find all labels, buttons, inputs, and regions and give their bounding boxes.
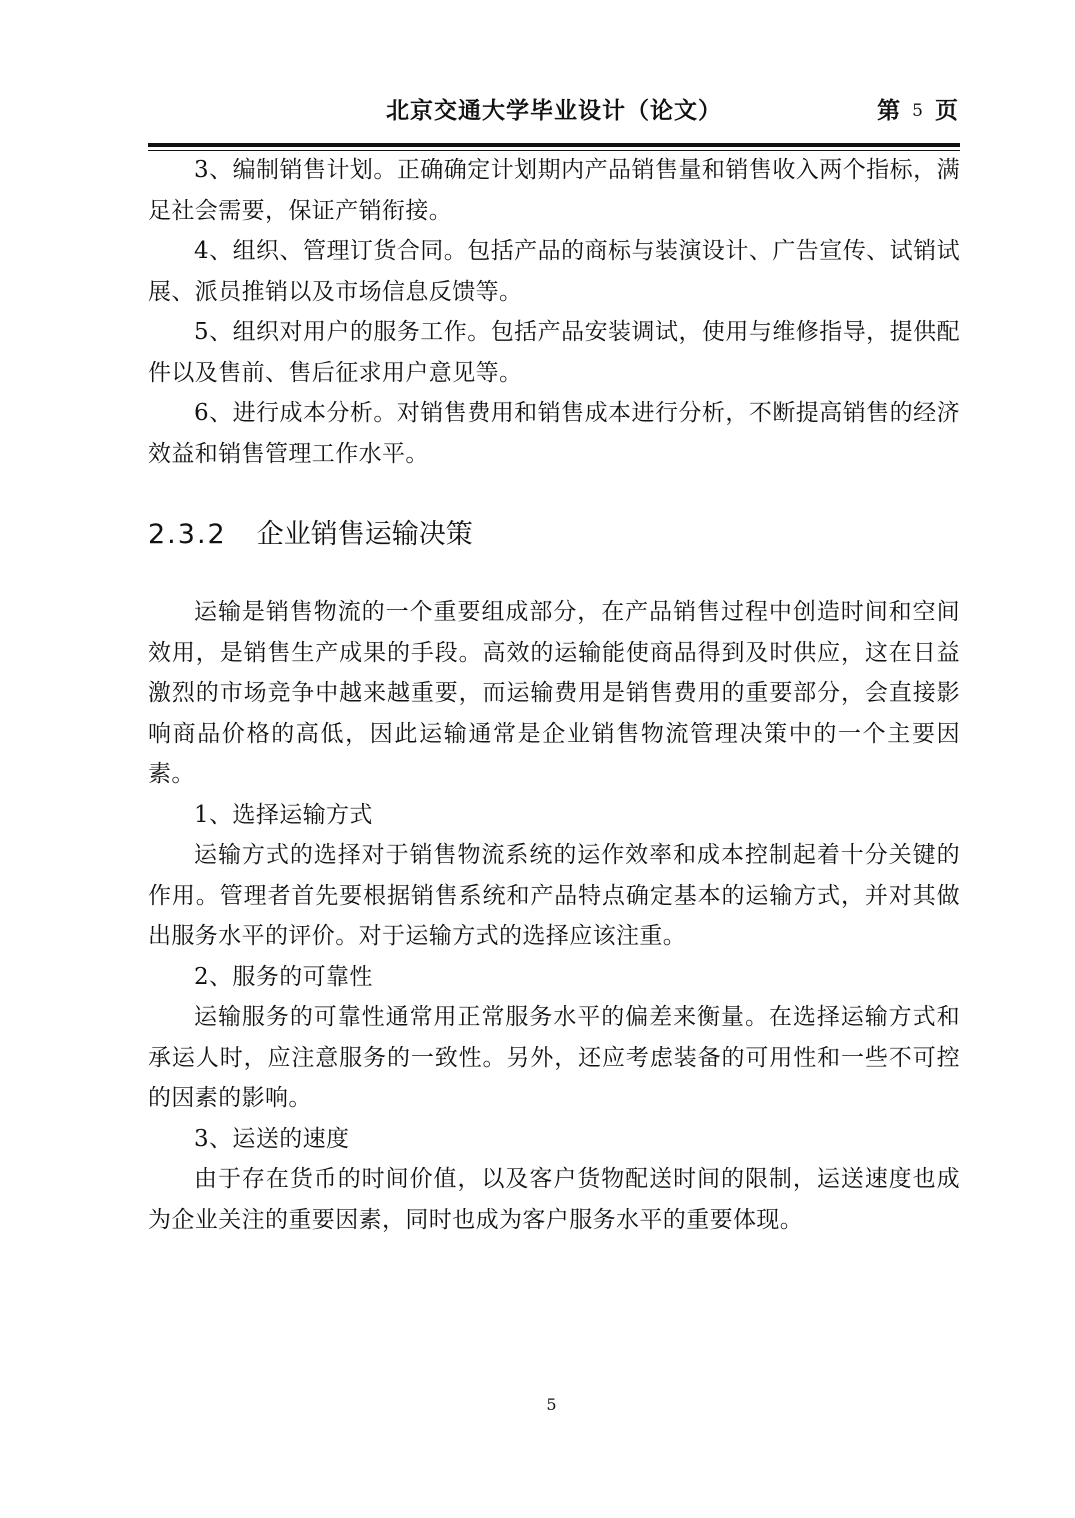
paragraph: 4、组织、管理订货合同。包括产品的商标与装演设计、广告宣传、试销试展、派员推销以及市场信息反馈等。 xyxy=(148,238,960,305)
paragraph: 3、编制销售计划。正确确定计划期内产品销售量和销售收入两个指标，满足社会需要，保证产销衔接。 xyxy=(148,157,960,224)
paragraph: 运输是销售物流的一个重要组成部分，在产品销售过程中创造时间和空间效用，是销售生产成果的手段。高效的运输能使商品得到及时供应，这在日益激烈的市场竞争中越来越重要，而运输费用是销售费用的重要部分，会直接影响商品价格的高低，因此运输通常是企业销售物流管理决策中的一个主要因素。 xyxy=(148,599,960,787)
header-title: 北京交通大学毕业设计（论文） xyxy=(386,97,722,124)
bottom-text-block xyxy=(148,592,960,1240)
section-number: 2.3.2 xyxy=(148,519,227,550)
header-page-number: 5 xyxy=(912,101,923,121)
paragraph: 运输方式的选择对于销售物流系统的运作效率和成本控制起着十分关键的作用。管理者首先要根据销售系统和产品特点确定基本的运输方式，并对其做出服务水平的评价。对于运输方式的选择应该注重。 xyxy=(148,842,960,949)
subheading: 1、选择运输方式 xyxy=(194,801,373,828)
header-rule-thick xyxy=(148,143,960,147)
paragraph: 由于存在货币的时间价值，以及客户货物配送时间的限制，运送速度也成为企业关注的重要因素，同时也成为客户服务水平的重要体现。 xyxy=(148,1166,960,1233)
header-page-prefix: 第 xyxy=(877,97,901,124)
section-title: 企业销售运输决策 xyxy=(256,519,473,550)
header-page-suffix: 页 xyxy=(935,97,958,124)
section-heading xyxy=(148,512,473,551)
subheading: 3、运送的速度 xyxy=(194,1125,350,1152)
paragraph: 运输服务的可靠性通常用正常服务水平的偏差来衡量。在选择运输方式和承运人时，应注意服务的一致性。另外，还应考虑装备的可用性和一些不可控的因素的影响。 xyxy=(148,1004,960,1111)
subheading: 2、服务的可靠性 xyxy=(194,963,373,990)
top-text-block xyxy=(148,150,960,474)
paragraph: 5、组织对用户的服务工作。包括产品安装调试，使用与维修指导，提供配件以及售前、售后征求用户意见等。 xyxy=(148,319,960,386)
footer-page-number: 5 xyxy=(546,1395,557,1414)
paragraph: 6、进行成本分析。对销售费用和销售成本进行分析，不断提高销售的经济效益和销售管理工作水平。 xyxy=(148,400,960,467)
header-page-indicator xyxy=(877,92,958,125)
page-header xyxy=(148,92,958,132)
